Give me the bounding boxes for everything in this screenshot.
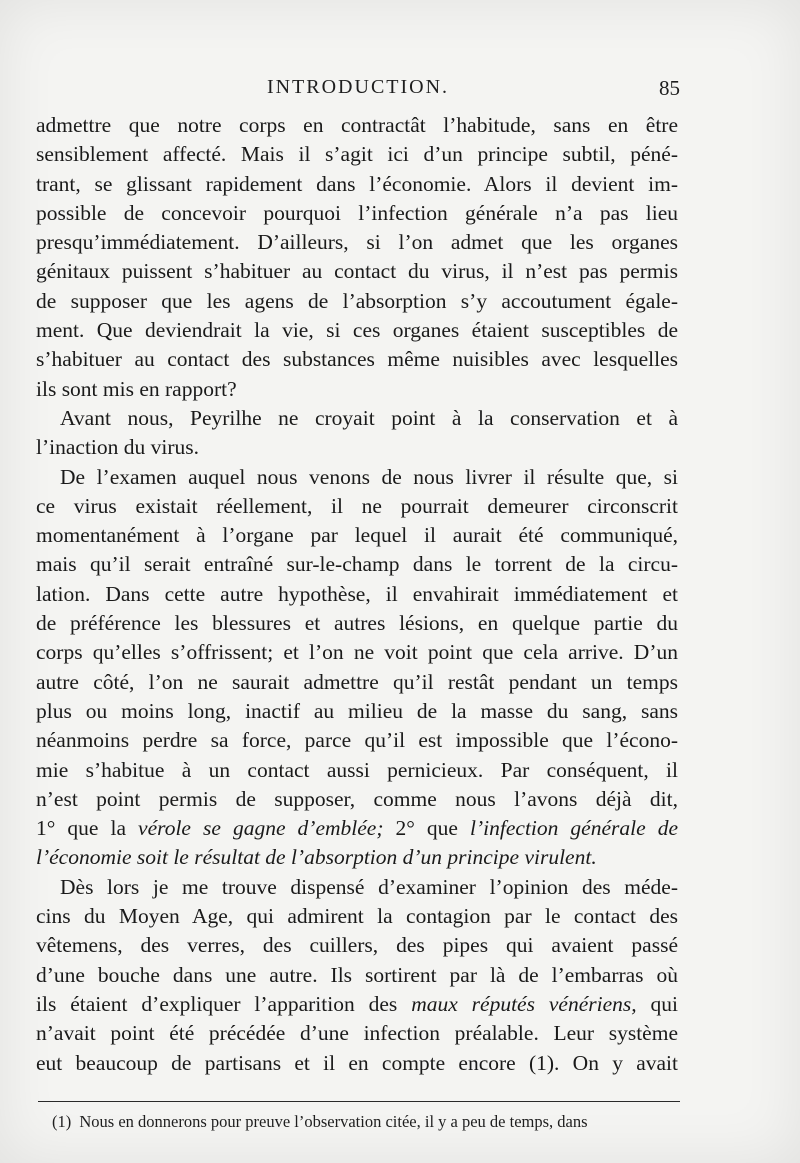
text-line: Dès lors je me trouve dispensé d’examiner l’opinion des méde- — [60, 874, 678, 899]
text-line: lation. Dans cette autre hypothèse, il envahirait immédiatement et — [36, 581, 678, 606]
running-header — [36, 76, 680, 106]
text-line: ce virus existait réellement, il ne pourrait demeurer circonscrit — [36, 493, 678, 518]
italic-run: maux réputés vénériens, — [411, 991, 637, 1016]
text-line: cins du Moyen Age, qui admirent la contagion par le contact des — [36, 904, 678, 929]
text-line-mixed — [36, 990, 678, 1019]
paragraph-2 — [36, 404, 678, 463]
text-line: Avant nous, Peyrilhe ne croyait point à la conservation et à — [60, 405, 678, 430]
paragraph-4 — [36, 873, 678, 1078]
footnote-marker: (1) — [52, 1112, 72, 1131]
text-line: corps qu’elles s’offrissent; et l’on ne voit point que cela arrive. D’un — [36, 640, 678, 665]
running-title: INTRODUCTION. — [266, 76, 450, 98]
text-line: mais qu’il serait entraîné sur-le-champ dans le torrent de la circu- — [36, 552, 678, 577]
text-line: n’est point permis de supposer, comme nous l’avons déjà dit, — [36, 786, 678, 811]
body-text — [36, 111, 678, 1078]
text-line: de préférence les blessures et autres lésions, en quelque partie du — [36, 611, 678, 636]
text-line: d’une bouche dans une autre. Ils sortirent par là de l’embarras où — [36, 962, 678, 987]
text-line-italic — [36, 843, 678, 872]
text-line: de supposer que les agens de l’absorption s’y accoutument égale- — [36, 288, 678, 313]
text-line: plus ou moins long, inactif au milieu de la masse du sang, sans — [36, 698, 678, 723]
page-number: 85 — [659, 76, 680, 100]
text-line: ment. Que deviendrait la vie, si ces organes étaient susceptibles de — [36, 318, 678, 343]
text-line: l’inaction du virus. — [36, 435, 200, 460]
text-run: 1° que la — [36, 816, 139, 841]
text-line: presqu’immédiatement. D’ailleurs, si l’on admet que les organes — [36, 230, 678, 255]
text-line: trant, se glissant rapidement dans l’économie. Alors il devient im- — [36, 171, 678, 196]
paragraph-1 — [36, 111, 678, 404]
text-line: mie s’habitue à un contact aussi pernicieux. Par conséquent, il — [36, 757, 678, 782]
text-line: De l’examen auquel nous venons de nous livrer il résulte que, si — [60, 464, 678, 489]
text-line: possible de concevoir pourquoi l’infection générale n’a pas lieu — [36, 200, 678, 225]
text-line: n’avait point été précédée d’une infection préalable. Leur système — [36, 1021, 678, 1046]
italic-run: l’infection générale de — [470, 816, 678, 841]
text-run: qui — [636, 991, 678, 1016]
text-line: eut beaucoup de partisans et il en compte encore (1). On y avait — [36, 1050, 678, 1075]
text-run: ils étaient d’expliquer l’apparition des — [36, 991, 412, 1016]
italic-run: l’économie soit le résultat de l’absorption d’un principe virulent. — [36, 845, 597, 870]
footnote — [52, 1111, 680, 1133]
text-line: génitaux puissent s’habituer au contact du virus, il n’est pas permis — [36, 259, 678, 284]
text-line: sensiblement affecté. Mais il s’agit ici d’un principe subtil, péné- — [36, 142, 678, 167]
text-line: néanmoins perdre sa force, parce qu’il est impossible que l’écono- — [36, 728, 678, 753]
italic-run: vérole se gagne d’emblée; — [138, 816, 384, 841]
text-line: ils sont mis en rapport? — [36, 376, 237, 401]
text-line: admettre que notre corps en contractât l’habitude, sans en être — [36, 113, 678, 137]
paragraph-3 — [36, 463, 678, 873]
text-line: autre côté, l’on ne saurait admettre qu’il restât pendant un temps — [36, 669, 678, 694]
text-line-mixed — [36, 814, 678, 843]
footnote-text: Nous en donnerons pour preuve l’observation citée, il y a peu de temps, dans — [79, 1112, 588, 1131]
text-line: momentanément à l’organe par lequel il aurait été communiqué, — [36, 523, 678, 548]
text-run: 2° que — [383, 816, 471, 841]
footnote-rule — [38, 1101, 680, 1102]
text-line: vêtemens, des verres, des cuillers, des pipes qui avaient passé — [36, 933, 678, 958]
text-line: s’habituer au contact des substances même nuisibles avec lesquelles — [36, 347, 678, 372]
